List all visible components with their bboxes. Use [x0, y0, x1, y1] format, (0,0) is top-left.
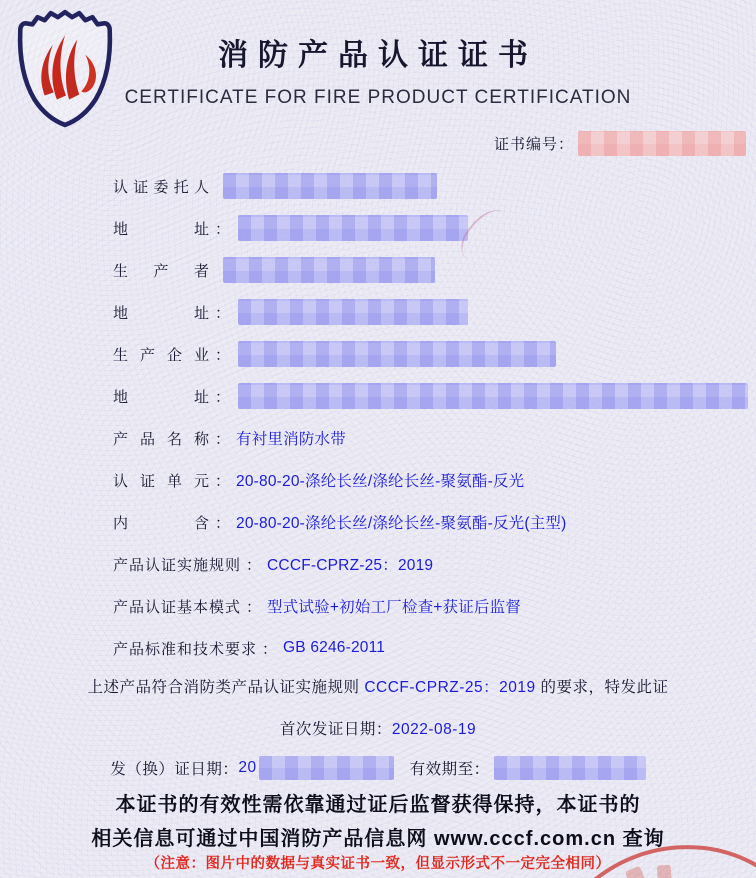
certificate-number-row [0, 131, 746, 156]
seal-glyph [625, 866, 646, 878]
field-row-certification-unit [113, 459, 748, 501]
field-value: 20-80-20-涤纶长丝/涤纶长丝-聚氨酯-反光 [236, 473, 525, 490]
field-label: 地址 [113, 388, 210, 406]
validity-note-line2: 相关信息可通过中国消防产品信息网 www.cccf.com.cn 查询 [91, 828, 665, 850]
redacted-value [238, 383, 748, 409]
field-separator: ： [215, 388, 231, 406]
reissue-label: 发（换）证日期： [110, 761, 239, 778]
first-issue-label: 首次发证日期： [279, 721, 392, 738]
field-row-standard [113, 627, 748, 669]
validity-note-line1: 本证书的有效性需依靠通过证后监督获得保持，本证书的 [115, 794, 641, 816]
first-issue-date: 2022-08-19 [391, 721, 477, 738]
page-subtitle: CERTIFICATE FOR FIRE PRODUCT CERTIFICATION [124, 87, 632, 108]
expiry-label: 有效期至： [409, 761, 490, 778]
redacted-reissue-date [259, 756, 394, 780]
seal-glyph [657, 865, 672, 878]
certificate-number-label: 证书编号： [493, 136, 574, 153]
red-notice-line: （注意：图片中的数据与真实证书一致，但显示形式不一定完全相同） [145, 856, 611, 872]
field-row-product-name [113, 417, 748, 459]
field-value: GB 6246-2011 [283, 639, 386, 656]
field-row-contains [113, 501, 748, 543]
field-separator: ： [215, 514, 231, 532]
redacted-value [223, 173, 437, 199]
field-value: 20-80-20-涤纶长丝/涤纶长丝-聚氨酯-反光(主型) [236, 515, 567, 532]
field-label: 内含 [113, 514, 210, 532]
field-row-address-3 [113, 375, 748, 417]
redacted-value [223, 257, 435, 283]
field-label: 认证委托人 [113, 178, 210, 196]
field-value: CCCF-CPRZ-25：2019 [267, 557, 434, 574]
field-label: 生产者 [113, 262, 210, 280]
page-title: 消防产品认证证书 [218, 39, 538, 72]
reissue-date-row [0, 756, 756, 780]
field-row-manufacturer [113, 333, 748, 375]
reissue-date-partial: 20 [238, 759, 257, 776]
field-separator: ： [246, 556, 262, 574]
field-label: 产品认证实施规则 [113, 556, 242, 574]
first-issue-date-row [0, 718, 756, 742]
field-separator: ： [246, 598, 262, 616]
conformity-statement [0, 676, 756, 700]
field-row-applicant [113, 165, 748, 207]
field-value: 型式试验+初始工厂检查+获证后监督 [267, 599, 522, 616]
field-label: 地址 [113, 220, 210, 238]
field-label: 生产企业 [113, 346, 210, 364]
field-row-address-1 [113, 207, 748, 249]
field-label: 地址 [113, 304, 210, 322]
field-separator: ： [262, 640, 278, 658]
field-separator: ： [215, 472, 231, 490]
fields-section [113, 165, 748, 669]
field-separator: ： [215, 346, 231, 364]
certificate-header [0, 0, 756, 109]
field-row-basic-mode [113, 585, 748, 627]
statement-pre: 上述产品符合消防类产品认证实施规则 [87, 679, 365, 696]
field-label: 产品认证基本模式 [113, 598, 242, 616]
field-row-address-2 [113, 291, 748, 333]
redacted-expiry-date [494, 756, 646, 780]
field-separator: ： [215, 430, 231, 448]
redacted-value [238, 215, 468, 241]
field-value: 有衬里消防水带 [236, 431, 346, 448]
statement-rule: CCCF-CPRZ-25：2019 [364, 679, 536, 696]
field-separator: ： [215, 304, 231, 322]
redacted-value [238, 299, 468, 325]
field-label: 认证单元 [113, 472, 210, 490]
redacted-certificate-number [578, 131, 746, 156]
field-row-producer [113, 249, 748, 291]
field-label: 产品标准和技术要求 [113, 640, 258, 658]
field-label: 产品名称 [113, 430, 210, 448]
field-separator: ： [215, 220, 231, 238]
statement-post: 的要求，特发此证 [535, 679, 669, 696]
field-row-implementation-rule [113, 543, 748, 585]
redacted-value [238, 341, 556, 367]
